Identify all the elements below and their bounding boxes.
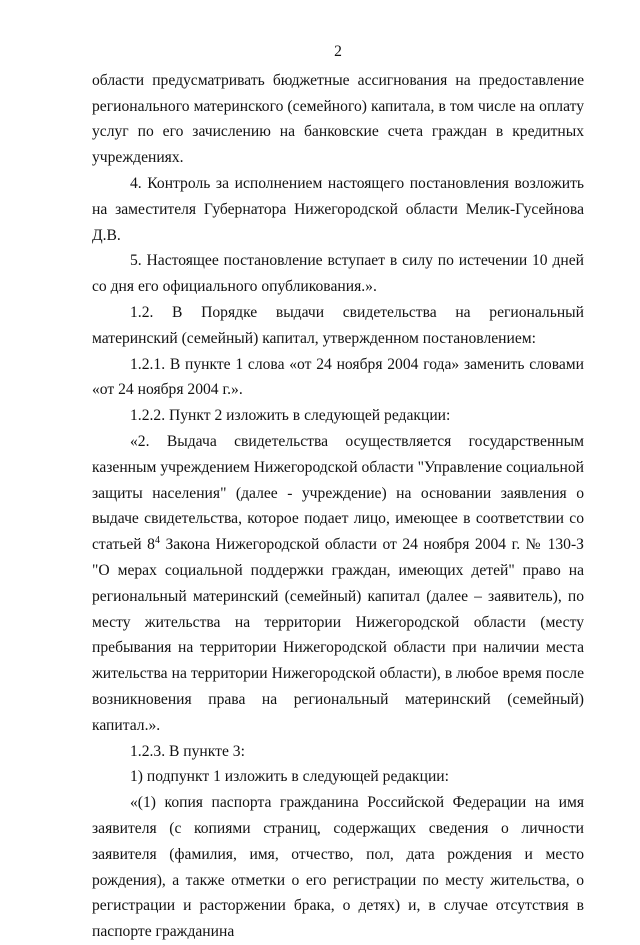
quoted-item-2-part-2: Закона Нижегородской области от 24 ноября 2004 г. № 130-З "О мерах социальной поддержки граждан, имеющих детей" право на региональный материнский (семейный) капитал (далее – заявитель), по месту жительства на территории Нижегородской области (месту пребывания на территории Нижегородской области при наличии места жительства на территории Нижегородской области), в любое время после возникновения права на региональный материнский (семейный) капитал.». <box>92 536 584 734</box>
paragraph-continuation: области предусматривать бюджетные ассигнования на предоставление регионального материнского (семейного) капитала, в том числе на оплату услуг по его зачислению на банковские счета граждан в кредитных учреждениях. <box>92 71 584 167</box>
paragraph-1-2-1: 1.2.1. В пункте 1 слова «от 24 ноября 2004 года» заменить словами «от 24 ноября 2004 г.». <box>92 355 584 399</box>
paragraph-1-2: 1.2. В Порядке выдачи свидетельства на региональный материнский (семейный) капитал, утвержденном постановлением: <box>92 303 584 347</box>
article-superscript: 4 <box>154 535 160 547</box>
paragraph-1-2-2: 1.2.2. Пункт 2 изложить в следующей редакции: <box>130 407 451 425</box>
paragraph-quoted-subitem-1: «(1) копия паспорта гражданина Российской Федерации на имя заявителя (с копиями страниц, содержащих сведения о личности заявителя (фамилия, имя, отчество, пол, дата рождения и место рождения), а также отметки о его регистрации по месту жительства, о регистрации и расторжении брака, о детях) и, в случае отсутствия в паспорте гражданина <box>92 794 584 941</box>
paragraph-1-2-3: 1.2.3. В пункте 3: <box>130 742 245 760</box>
quoted-item-2-part-1: «2. Выдача свидетельства осуществляется государственным казенным учреждением Нижегородской области "Управление социальной защиты населения" (далее - учреждение) на основании заявления о выдаче свидетельства, которое подает лицо, имеющее в соответствии со статьей 8 <box>92 432 584 554</box>
paragraph-quoted-item-2 <box>92 429 584 739</box>
paragraph-item-5: 5. Настоящее постановление вступает в силу по истечении 10 дней со дня его официального опубликования.». <box>92 252 584 296</box>
page-number: 2 <box>334 43 342 60</box>
paragraph-subitem-1: 1) подпункт 1 изложить в следующей редакции: <box>130 768 449 786</box>
paragraph-item-4: 4. Контроль за исполнением настоящего постановления возложить на заместителя Губернатора Нижегородской области Мелик-Гусейнова Д.В. <box>92 174 584 244</box>
